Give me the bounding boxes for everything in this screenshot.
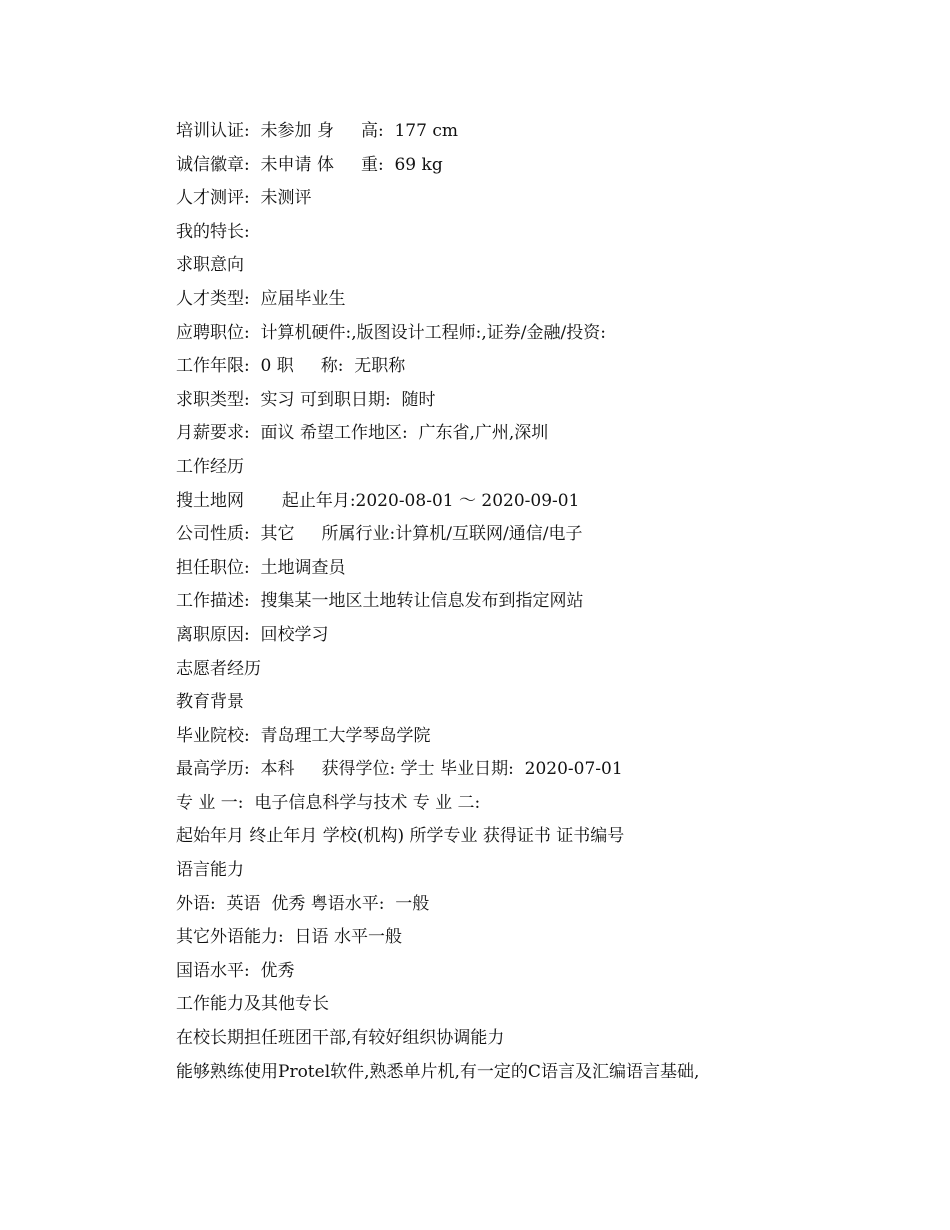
mandarin-level-line: 国语水平: 优秀 — [176, 960, 295, 981]
skills-line-1: 在校长期担任班团干部,有较好组织协调能力 — [176, 1028, 505, 1049]
language-heading: 语言能力 — [176, 860, 244, 881]
employer-date-line: 搜土地网 起止年月:2020-08-01 ～ 2020-09-01 — [176, 490, 580, 511]
job-type-line: 求职类型: 实习 可到职日期: 随时 — [176, 389, 436, 410]
major-line: 专 业 一: 电子信息科学与技术 专 业 二: — [176, 792, 481, 813]
volunteer-heading: 志愿者经历 — [176, 658, 261, 679]
talent-type-line: 人才类型: 应届毕业生 — [176, 288, 346, 309]
other-language-line: 其它外语能力: 日语 水平一般 — [176, 927, 402, 948]
position-held-line: 担任职位: 土地调查员 — [176, 557, 346, 578]
highest-degree-line: 最高学历: 本科 获得学位: 学士 毕业日期: 2020-07-01 — [176, 759, 623, 780]
leaving-reason-line: 离职原因: 回校学习 — [176, 624, 329, 645]
talent-assessment-line: 人才测评: 未测评 — [176, 188, 312, 209]
education-table-header: 起始年月 终止年月 学校(机构) 所学专业 获得证书 证书编号 — [176, 826, 625, 847]
salary-location-line: 月薪要求: 面议 希望工作地区: 广东省,广州,深圳 — [176, 423, 549, 444]
training-certification-line: 培训认证: 未参加 身 高: 177 cm — [176, 121, 458, 141]
job-description-line: 工作描述: 搜集某一地区土地转让信息发布到指定网站 — [176, 591, 584, 612]
skills-line-2: 能够熟练使用Protel软件,熟悉单片机,有一定的C语言及汇编语言基础, — [176, 1061, 700, 1082]
foreign-language-line: 外语: 英语 优秀 粤语水平: 一般 — [176, 893, 430, 914]
company-industry-line: 公司性质: 其它 所属行业:计算机/互联网/通信/电子 — [176, 524, 583, 545]
resume-content — [176, 115, 856, 1089]
skills-heading: 工作能力及其他专长 — [176, 994, 329, 1015]
job-intention-heading: 求职意向 — [176, 255, 244, 276]
specialty-line: 我的特长: — [176, 221, 250, 242]
applied-position-line: 应聘职位: 计算机硬件:,版图设计工程师:,证券/金融/投资: — [176, 322, 606, 343]
work-experience-heading: 工作经历 — [176, 456, 244, 477]
integrity-badge-line: 诚信徽章: 未申请 体 重: 69 kg — [176, 154, 443, 175]
graduation-school-line: 毕业院校: 青岛理工大学琴岛学院 — [176, 725, 431, 746]
education-heading: 教育背景 — [176, 692, 244, 713]
work-years-line: 工作年限: 0 职 称: 无职称 — [176, 356, 406, 377]
